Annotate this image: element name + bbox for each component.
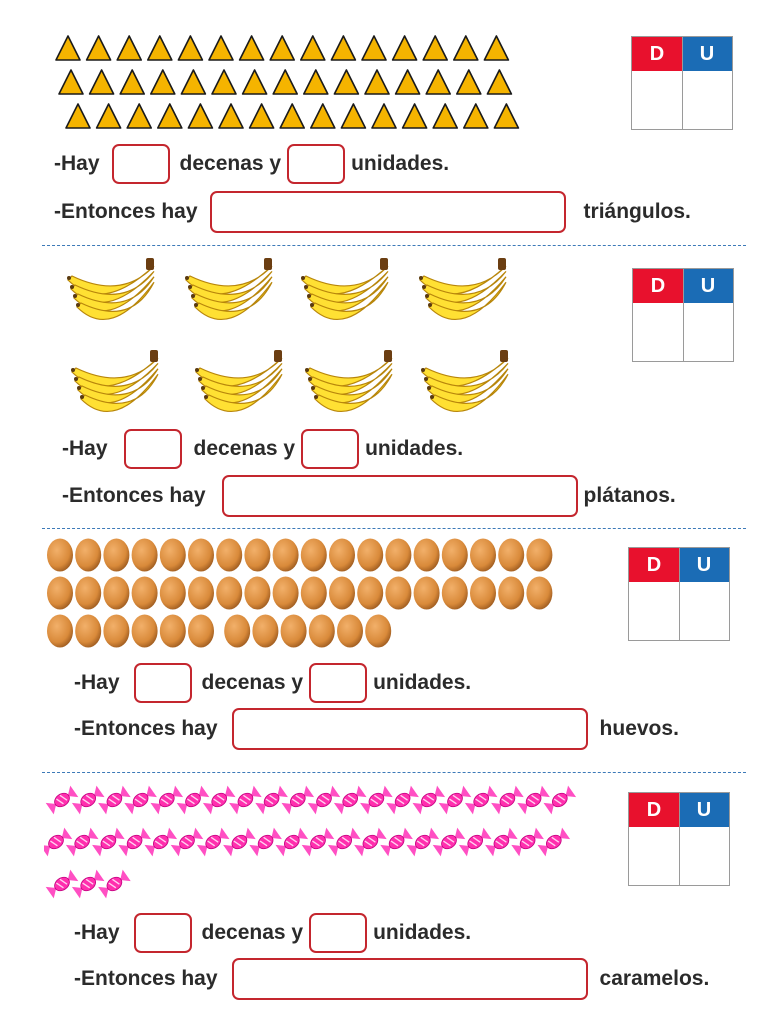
candy-icon [485,828,518,857]
candy-icon [46,870,79,899]
hay-row-3 [74,662,471,704]
candy-icon [465,786,498,815]
egg-icon [301,577,327,610]
unidades-answer-box[interactable] [301,429,359,469]
triangle-icon [457,70,481,94]
triangle-icon [423,36,447,60]
unidades-header: U [682,37,732,71]
place-value-table-2 [632,268,734,362]
triangle-icon [487,70,511,94]
eggs-group [46,537,566,653]
egg-icon [526,577,552,610]
candy-icon [439,786,472,815]
triangle-icon [362,36,386,60]
hay-label: -Hay [74,671,120,694]
candy-icon [229,786,262,815]
triangle-icon [188,104,212,128]
place-value-table-3 [628,547,730,641]
candy-icon [491,786,524,815]
candy-icon [275,828,308,857]
egg-icon [103,615,129,648]
candy-icon [308,786,341,815]
table-divider [683,269,684,361]
triangle-icon [464,104,488,128]
noun-label: huevos. [599,717,679,740]
entonces-label: -Entonces hay [74,717,218,740]
entonces-label: -Entonces hay [62,484,206,507]
candy-icon [72,786,105,815]
triangle-icon [87,36,111,60]
banana-bunch-icon [419,258,506,319]
hay-row-2 [62,428,463,470]
candy-icon [171,828,204,857]
candy-icon [360,786,393,815]
triangle-icon [341,104,365,128]
egg-icon [160,615,186,648]
section-divider [42,772,746,773]
decenas-label: decenas y [201,921,304,944]
triangle-icon [151,70,175,94]
decenas-answer-box[interactable] [112,144,170,184]
decenas-label: decenas y [179,152,282,175]
noun-label: plátanos. [583,484,676,507]
candy-icon [406,828,439,857]
noun-label: triángulos. [583,200,691,223]
egg-icon [132,615,158,648]
bananas-illustration [62,254,532,434]
candy-icon [98,870,131,899]
egg-icon [498,539,524,572]
candy-icon [66,828,99,857]
triangle-icon [243,70,267,94]
triangle-icon [97,104,121,128]
candy-icon [334,786,367,815]
candy-icon [118,828,151,857]
triangle-icon [454,36,478,60]
egg-icon [281,615,307,648]
egg-icon [75,615,101,648]
triangle-icon [403,104,427,128]
unidades-answer-box[interactable] [309,663,367,703]
egg-icon [329,539,355,572]
total-answer-box[interactable] [232,708,588,750]
egg-icon [337,615,363,648]
egg-icon [244,577,270,610]
banana-bunch-icon [421,350,508,411]
triangle-icon [334,70,358,94]
triangle-icon [393,36,417,60]
banana-bunch-icon [301,258,388,319]
egg-icon [132,539,158,572]
triangle-icon [301,36,325,60]
egg-icon [47,539,73,572]
triangle-icon [426,70,450,94]
candy-icon [98,786,131,815]
egg-icon [160,539,186,572]
egg-icon [273,539,299,572]
egg-icon [132,577,158,610]
banana-bunch-icon [67,258,154,319]
egg-icon [47,615,73,648]
hay-row-4 [74,912,471,954]
triangle-icon [59,70,83,94]
candy-icon [380,828,413,857]
egg-icon [329,577,355,610]
decenas-header: D [629,548,679,582]
egg-icon [252,615,278,648]
egg-icon [103,577,129,610]
banana-bunch-icon [305,350,392,411]
candy-icon [433,828,466,857]
candy-icon [249,828,282,857]
egg-icon [160,577,186,610]
unidades-header: U [679,793,729,827]
unidades-label: unidades. [373,921,472,944]
triangle-icon [365,70,389,94]
triangle-icon [212,70,236,94]
decenas-answer-box[interactable] [124,429,182,469]
bananas-group [62,254,532,434]
unidades-header: U [679,548,729,582]
triangles-illustration [54,30,524,138]
banana-bunch-icon [195,350,282,411]
triangle-icon [240,36,264,60]
triangle-icon [304,70,328,94]
triangle-icon [273,70,297,94]
candies-illustration [44,780,584,904]
triangle-icon [66,104,90,128]
decenas-label: decenas y [193,437,296,460]
triangle-icon [158,104,182,128]
candy-icon [92,828,125,857]
entonces-row-3 [74,707,679,751]
hay-label: -Hay [62,437,108,460]
candy-icon [124,786,157,815]
triangle-icon [90,70,114,94]
candies-group [44,780,584,904]
egg-icon [442,577,468,610]
decenas-label: decenas y [201,671,304,694]
candy-icon [223,828,256,857]
egg-icon [414,577,440,610]
triangle-icon [117,36,141,60]
unidades-label: unidades. [351,152,450,175]
candy-icon [517,786,550,815]
triangle-icon [219,104,243,128]
egg-icon [224,615,250,648]
decenas-header: D [632,37,682,71]
entonces-label: -Entonces hay [74,967,218,990]
candy-icon [144,828,177,857]
entonces-row-4 [74,957,709,1001]
egg-icon [103,539,129,572]
egg-icon [216,577,242,610]
place-value-table-1 [631,36,733,130]
total-answer-box[interactable] [232,958,588,1000]
egg-icon [47,577,73,610]
hay-label: -Hay [54,152,100,175]
egg-icon [498,577,524,610]
egg-icon [385,539,411,572]
decenas-answer-box[interactable] [134,913,192,953]
triangle-icon [433,104,457,128]
unidades-label: unidades. [365,437,464,460]
hay-label: -Hay [74,921,120,944]
candy-icon [302,828,335,857]
unidades-answer-box[interactable] [287,144,345,184]
candy-icon [177,786,210,815]
egg-icon [75,539,101,572]
egg-icon [365,615,391,648]
triangle-icon [331,36,355,60]
triangles-group [54,30,524,138]
unidades-answer-box[interactable] [309,913,367,953]
candy-icon [354,828,387,857]
triangle-icon [181,70,205,94]
candy-icon [328,828,361,857]
total-answer-box[interactable] [222,475,578,517]
candy-icon [386,786,419,815]
egg-icon [188,577,214,610]
table-divider [679,548,680,640]
total-answer-box[interactable] [210,191,566,233]
candy-icon [459,828,492,857]
section-divider [42,528,746,529]
triangle-icon [396,70,420,94]
candy-icon [255,786,288,815]
candy-icon [150,786,183,815]
egg-icon [309,615,335,648]
candy-icon [511,828,544,857]
entonces-row-1 [54,190,691,234]
candy-icon [46,786,79,815]
egg-icon [442,539,468,572]
decenas-header: D [629,793,679,827]
banana-bunch-icon [185,258,272,319]
egg-icon [301,539,327,572]
noun-label: caramelos. [599,967,710,990]
egg-icon [216,539,242,572]
hay-row-1 [54,143,449,185]
egg-icon [188,615,214,648]
egg-icon [273,577,299,610]
eggs-illustration [46,537,566,653]
egg-icon [357,539,383,572]
triangle-icon [120,70,144,94]
triangle-icon [56,36,80,60]
triangle-icon [484,36,508,60]
entonces-row-2 [62,474,676,518]
table-divider [682,37,683,129]
candy-icon [197,828,230,857]
banana-bunch-icon [71,350,158,411]
candy-icon [44,828,72,857]
table-divider [679,793,680,885]
candy-icon [72,870,105,899]
egg-icon [188,539,214,572]
triangle-icon [280,104,304,128]
section-divider [42,245,746,246]
triangle-icon [148,36,172,60]
candy-icon [543,786,576,815]
egg-icon [357,577,383,610]
triangle-icon [250,104,274,128]
egg-icon [526,539,552,572]
place-value-table-4 [628,792,730,886]
triangle-icon [494,104,518,128]
triangle-icon [311,104,335,128]
unidades-label: unidades. [373,671,472,694]
entonces-label: -Entonces hay [54,200,198,223]
egg-icon [470,577,496,610]
triangle-icon [127,104,151,128]
decenas-answer-box[interactable] [134,663,192,703]
triangle-icon [178,36,202,60]
candy-icon [281,786,314,815]
egg-icon [244,539,270,572]
egg-icon [414,539,440,572]
egg-icon [385,577,411,610]
candy-icon [537,828,570,857]
triangle-icon [270,36,294,60]
triangle-icon [372,104,396,128]
egg-icon [470,539,496,572]
candy-icon [203,786,236,815]
unidades-header: U [683,269,733,303]
egg-icon [75,577,101,610]
decenas-header: D [633,269,683,303]
candy-icon [412,786,445,815]
triangle-icon [209,36,233,60]
